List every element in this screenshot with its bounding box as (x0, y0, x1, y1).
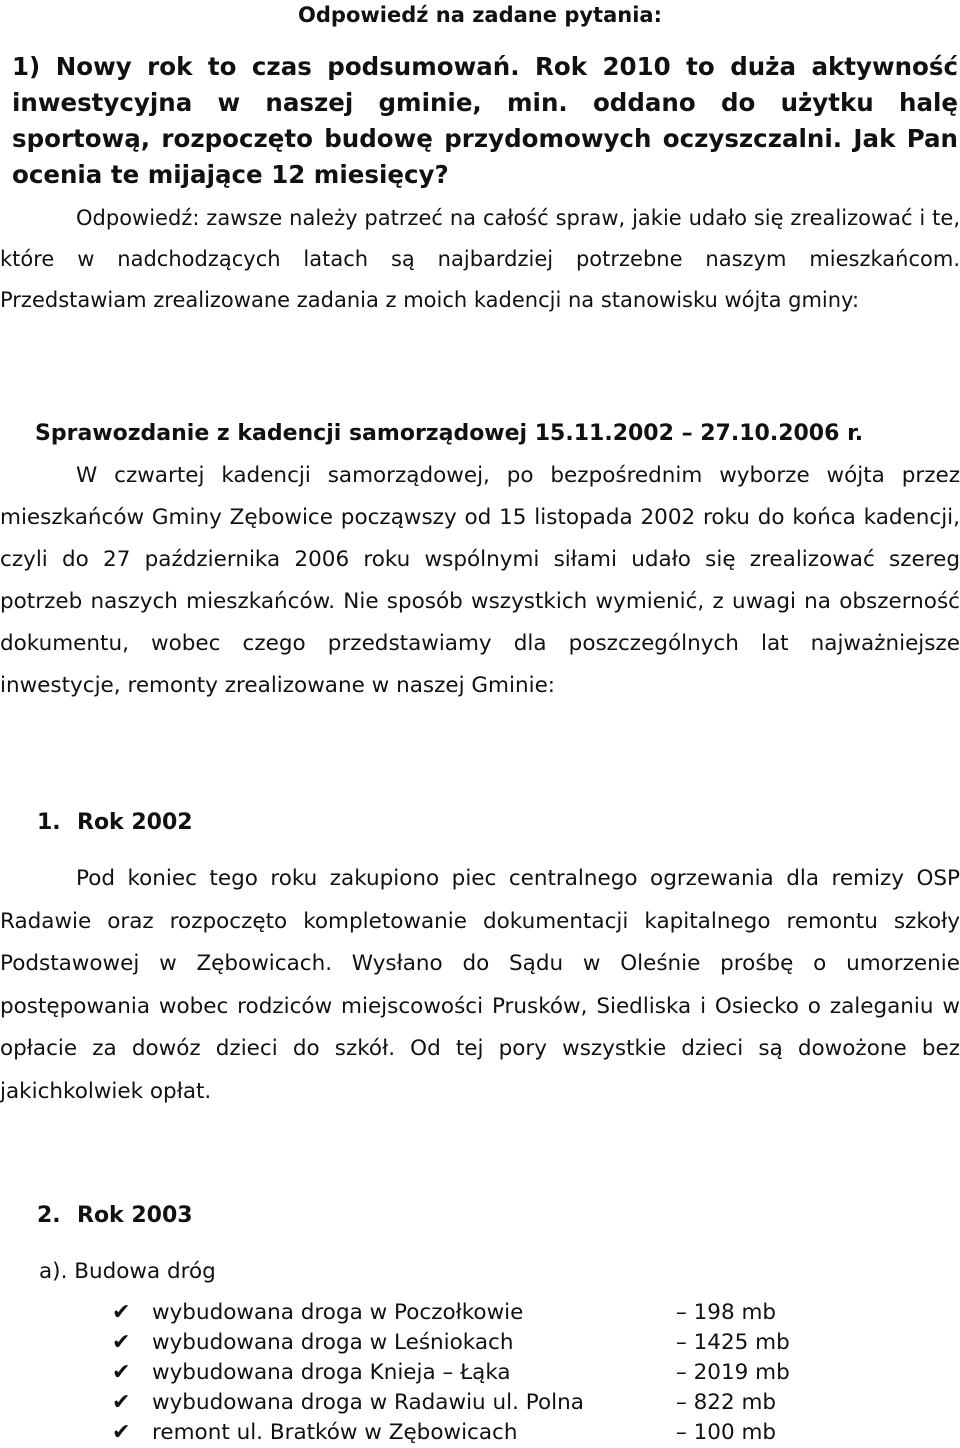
interview-question: 1) Nowy rok to czas podsumowań. Rok 2010 to duża aktywność inwestycyjna w naszej gminie, min. oddano do użytku halę sportową, rozpoczęto budowę przydomowych oczyszczalni. Jak Pan ocenia te mijające 12 miesięcy? (12, 52, 958, 189)
road-length: – 1425 mb (676, 1330, 790, 1355)
list-item (0, 1388, 960, 1418)
list-item (0, 1298, 960, 1328)
checkmark-icon: ✔ (112, 1300, 131, 1325)
road-name: wybudowana droga Knieja – Łąka (152, 1360, 511, 1385)
section-number: 1. (37, 810, 61, 835)
road-name: wybudowana droga w Leśniokach (152, 1330, 514, 1355)
road-name: remont ul. Bratków w Zębowicach (152, 1420, 518, 1445)
checkmark-icon: ✔ (112, 1390, 131, 1415)
road-length: – 198 mb (676, 1300, 777, 1325)
checkmark-icon: ✔ (112, 1330, 131, 1355)
checkmark-icon: ✔ (112, 1420, 131, 1445)
section-number: 2. (37, 1203, 61, 1228)
section-heading-2002 (37, 809, 193, 837)
answer-paragraph: Odpowiedź: zawsze należy patrzeć na całość spraw, jakie udało się zrealizować i te, które w nadchodzących latach są najbardziej potrzebne naszym mieszkańcom. Przedstawiam zrealizowane zadania z moich kadencji na stanowisku wójta gminy: (0, 206, 960, 312)
checkmark-icon: ✔ (112, 1360, 131, 1385)
road-length: – 100 mb (676, 1420, 777, 1445)
road-name: wybudowana droga w Radawiu ul. Polna (152, 1390, 584, 1415)
list-item (0, 1328, 960, 1358)
report-paragraph: W czwartej kadencji samorządowej, po bezpośrednim wyborze wójta przez mieszkańców Gminy Zębowice począwszy od 15 listopada 2002 roku do końca kadencji, czyli do 27 października 2006 roku wspólnymi siłami udało się zrealizować szereg potrzeb naszych mieszkańców. Nie sposób wszystkich wymienić, z uwagi na obszerność dokumentu, wobec czego przedstawiamy dla poszczególnych lat najważniejsze inwestycje, remonty zrealizowane w naszej Gminie: (0, 463, 960, 698)
section-title: Rok 2002 (77, 810, 193, 835)
section-heading-2003 (37, 1202, 193, 1230)
page-title: Odpowiedź na zadane pytania: (298, 3, 662, 27)
roads-list (0, 1298, 960, 1448)
list-item (0, 1358, 960, 1388)
road-length: – 822 mb (676, 1390, 777, 1415)
subsection-heading-roads: a). Budowa dróg (39, 1259, 216, 1284)
road-name: wybudowana droga w Poczołkowie (152, 1300, 524, 1325)
road-length: – 2019 mb (676, 1360, 790, 1385)
section-paragraph-2002: Pod koniec tego roku zakupiono piec centralnego ogrzewania dla remizy OSP Radawie oraz rozpoczęto kompletowanie dokumentacji kapitalnego remontu szkoły Podstawowej w Zębowicach. Wysłano do Sądu w Oleśnie prośbę o umorzenie postępowania wobec rodziców miejscowości Prusków, Siedliska i Osiecko o zaleganiu w opłacie za dowóz dzieci do szkół. Od tej pory wszystkie dzieci są dowożone bez jakichkolwiek opłat. (0, 866, 960, 1104)
report-heading: Sprawozdanie z kadencji samorządowej 15.11.2002 – 27.10.2006 r. (35, 421, 864, 446)
section-title: Rok 2003 (77, 1203, 193, 1228)
